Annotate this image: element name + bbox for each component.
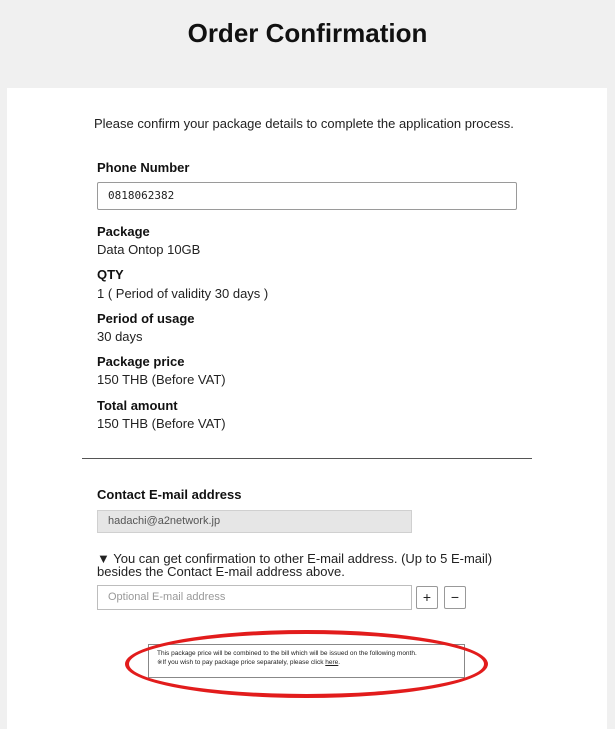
intro-text: Please confirm your package details to complete the application process. xyxy=(94,116,514,131)
billing-info-prefix: ※If you wish to pay package price separately, please click xyxy=(157,659,326,666)
billing-info-line2 xyxy=(157,658,456,667)
price-value: 150 THB (Before VAT) xyxy=(97,372,226,387)
price-label: Package price xyxy=(97,354,185,369)
contact-email-field: hadachi@a2network.jp xyxy=(97,510,412,533)
optional-email-input[interactable]: Optional E-mail address xyxy=(97,585,412,610)
qty-value: 1 ( Period of validity 30 days ) xyxy=(97,286,269,301)
billing-info-suffix: . xyxy=(338,659,341,666)
page-title: Order Confirmation xyxy=(187,18,428,48)
package-label: Package xyxy=(97,224,150,239)
phone-number-field[interactable]: 0818062382 xyxy=(97,182,517,210)
usage-value: 30 days xyxy=(97,329,143,344)
package-value: Data Ontop 10GB xyxy=(97,242,201,257)
pay-separately-link[interactable]: here xyxy=(325,659,339,666)
add-email-button[interactable]: + xyxy=(416,586,438,609)
usage-label: Period of usage xyxy=(97,311,195,326)
total-value: 150 THB (Before VAT) xyxy=(97,416,226,431)
order-card xyxy=(7,88,607,729)
extra-email-note-line2: besides the Contact E-mail address above. xyxy=(97,564,345,579)
billing-info-line1: This package price will be combined to the bill which will be issued on the following month. xyxy=(157,650,417,657)
remove-email-button[interactable]: − xyxy=(444,586,466,609)
total-label: Total amount xyxy=(97,398,178,413)
billing-info-box xyxy=(148,644,465,678)
qty-label: QTY xyxy=(97,267,124,282)
section-divider xyxy=(82,458,532,459)
extra-email-note-line1: ▼ You can get confirmation to other E-mail address. (Up to 5 E-mail) xyxy=(97,551,493,566)
contact-email-label: Contact E-mail address xyxy=(97,487,242,502)
phone-label: Phone Number xyxy=(97,160,190,175)
extra-email-note xyxy=(97,552,517,578)
